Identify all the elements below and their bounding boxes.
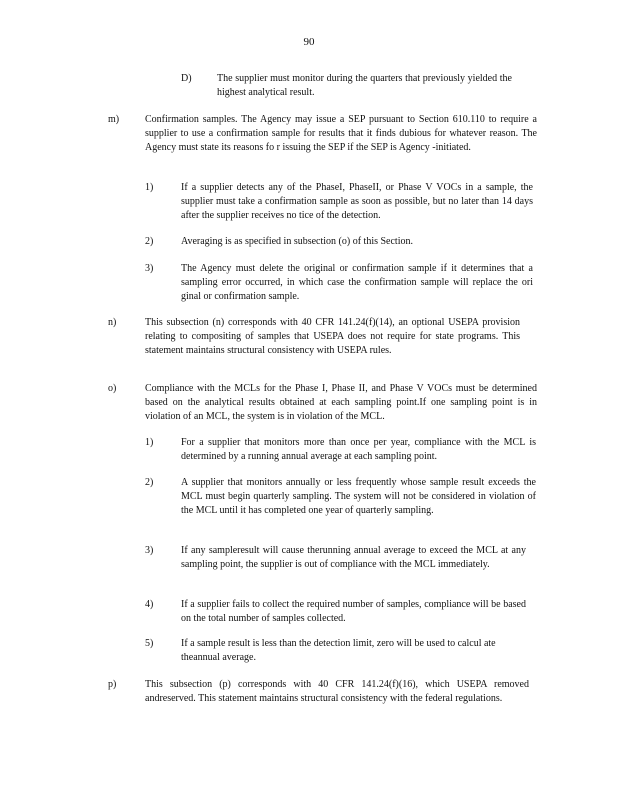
item-label: 3) — [145, 263, 154, 274]
item-label: 2) — [145, 477, 154, 488]
item-text: This subsection (p) corresponds with 40 CFR 141.24(f)(16), which USEPA removed andreserved. This statement maintains structural consistency with the federal regulations. — [145, 679, 529, 704]
item-text: Confirmation samples. The Agency may issue a SEP pursuant to Section 610.110 to require a supplier to use a confirmation sample for results that it finds dubious for whatever reason. The Agency must state its reasons fo r issuing the SEP if the SEP is Agency -initiated. — [145, 114, 537, 153]
item-text: This subsection (n) corresponds with 40 CFR 141.24(f)(14), an optional USEPA provision relating to compositing of samples that USEPA does not require for state programs. This statement maintains structural consistency with USEPA rules. — [145, 317, 520, 356]
item-label: 3) — [145, 545, 154, 556]
item-text: If a supplier fails to collect the required number of samples, compliance will be based on the total number of samples collected. — [181, 599, 526, 624]
item-text: If any sampleresult will cause therunning annual average to exceed the MCL at any sampling point, the supplier is out of compliance with the MCL immediately. — [181, 545, 526, 570]
item-label: o) — [108, 383, 117, 394]
item-text: A supplier that monitors annually or less frequently whose sample result exceeds the MCL must begin quarterly sampling. The system will not be considered in violation of the MCL until it has completed one year of quarterly sampling. — [181, 477, 536, 516]
item-text: Averaging is as specified in subsection (o) of this Section. — [181, 236, 413, 247]
item-label: 5) — [145, 638, 154, 649]
item-text: If a sample result is less than the detection limit, zero will be used to calcul ate theannual average. — [181, 638, 496, 663]
item-label: 2) — [145, 236, 154, 247]
item-text: The Agency must delete the original or confirmation sample if it determines that a sampling error occurred, in which case the confirmation sample will replace the ori ginal or confirmation sample. — [181, 263, 533, 302]
item-label: m) — [108, 114, 120, 125]
item-label: 1) — [145, 437, 154, 448]
item-label: 4) — [145, 599, 154, 610]
item-label: D) — [181, 73, 192, 84]
page-number: 90 — [303, 36, 315, 48]
item-text: The supplier must monitor during the quarters that previously yielded the highest analytical result. — [217, 73, 512, 98]
item-text: Compliance with the MCLs for the Phase I, Phase II, and Phase V VOCs must be determined based on the analytical results obtained at each sampling point.If one sampling point is in violation of an MCL, the system is in violation of the MCL. — [145, 383, 537, 422]
item-text: For a supplier that monitors more than once per year, compliance with the MCL is determined by a running annual average at each sampling point. — [181, 437, 536, 462]
item-label: p) — [108, 679, 117, 690]
item-label: n) — [108, 317, 117, 328]
item-text: If a supplier detects any of the PhaseI, PhaseII, or Phase V VOCs in a sample, the supplier must take a confirmation sample as soon as possible, but no later than 14 days after the supplier receives no tice of the detection. — [181, 182, 533, 221]
item-label: 1) — [145, 182, 154, 193]
